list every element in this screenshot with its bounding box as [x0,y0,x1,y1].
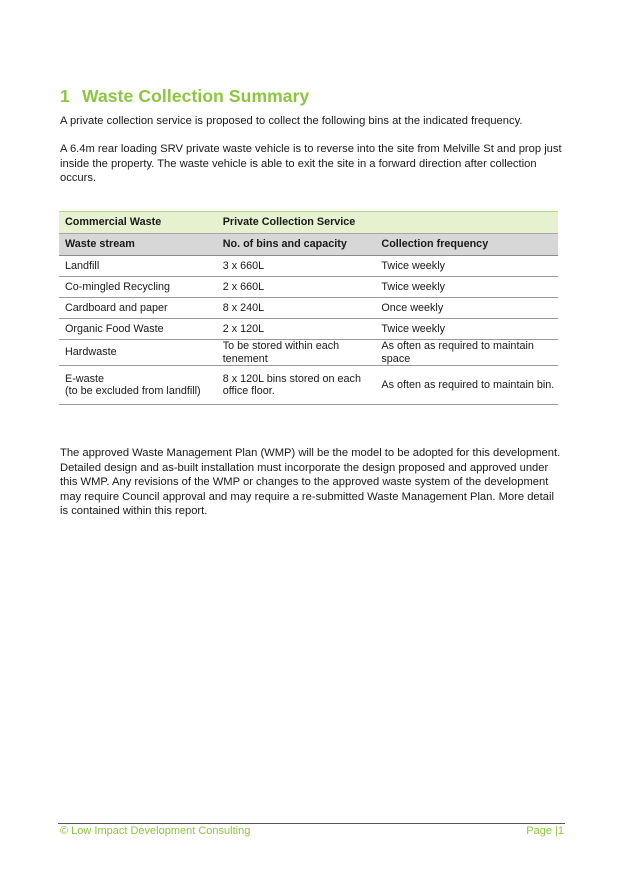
vehicle-paragraph: A 6.4m rear loading SRV private waste vehicle is to reverse into the site from Melville St and prop just inside the property. The waste vehicle is able to exit the site in a forward direction after collection occurs. [60,143,562,185]
cell-waste-stream: Co-mingled Recycling [59,277,217,298]
cell-bins-capacity: 8 x 240L [217,298,376,319]
cell-bins-capacity: 2 x 120L [217,319,376,340]
cell-waste-stream: Cardboard and paper [59,298,217,319]
waste-collection-table [59,211,558,405]
table-row [59,298,558,319]
table-group-header-row [59,212,558,234]
waste-stream-label: E-waste [65,372,105,385]
table-row [59,256,558,277]
cell-collection-frequency: Twice weekly [375,319,558,340]
cell-collection-frequency: Twice weekly [375,256,558,277]
cell-bins-capacity: 3 x 660L [217,256,376,277]
cell-collection-frequency: Twice weekly [375,277,558,298]
footer-page-label: Page [526,825,552,837]
cell-bins-capacity: 2 x 660L [217,277,376,298]
wmp-paragraph: The approved Waste Management Plan (WMP) will be the model to be adopted for this development. Detailed design and as-built installation must incorporate the design proposed and approved under this WMP. Any revisions of the WMP or changes to the approved waste system of the development may require Council approval and may require a re-submitted Waste Management Plan. More detail is contained within this report. [60,447,561,518]
section-number: 1 [60,86,70,106]
footer-page-number [526,825,564,837]
footer-page-value: 1 [557,825,564,837]
cell-waste-stream: Organic Food Waste [59,319,217,340]
column-header-bins-capacity: No. of bins and capacity [217,234,376,256]
cell-collection-frequency: As often as required to maintain space [375,340,558,366]
group-header-commercial-waste: Commercial Waste [59,212,217,234]
table-row [59,340,558,366]
footer-separator: | [555,825,558,837]
cell-bins-capacity: 8 x 120L bins stored on each office floor. [217,366,376,405]
footer-copyright: © Low Impact Development Consulting [60,825,251,837]
section-title: Waste Collection Summary [82,86,310,106]
cell-waste-stream: Landfill [59,256,217,277]
group-header-empty [375,212,558,234]
table-column-header-row [59,234,558,256]
footer-divider [58,823,565,824]
cell-waste-stream: Hardwaste [59,340,217,366]
waste-stream-note: (to be excluded from landfill) [65,385,201,398]
cell-collection-frequency: As often as required to maintain bin. [375,366,558,405]
cell-waste-stream [59,366,217,405]
column-header-collection-frequency: Collection frequency [375,234,558,256]
intro-paragraph: A private collection service is proposed to collect the following bins at the indicated frequency. [60,115,523,127]
section-heading [60,86,309,107]
cell-collection-frequency: Once weekly [375,298,558,319]
group-header-private-collection: Private Collection Service [217,212,376,234]
cell-bins-capacity: To be stored within each tenement [217,340,376,366]
column-header-waste-stream: Waste stream [59,234,217,256]
table-row [59,277,558,298]
table-row [59,366,558,405]
table-row [59,319,558,340]
